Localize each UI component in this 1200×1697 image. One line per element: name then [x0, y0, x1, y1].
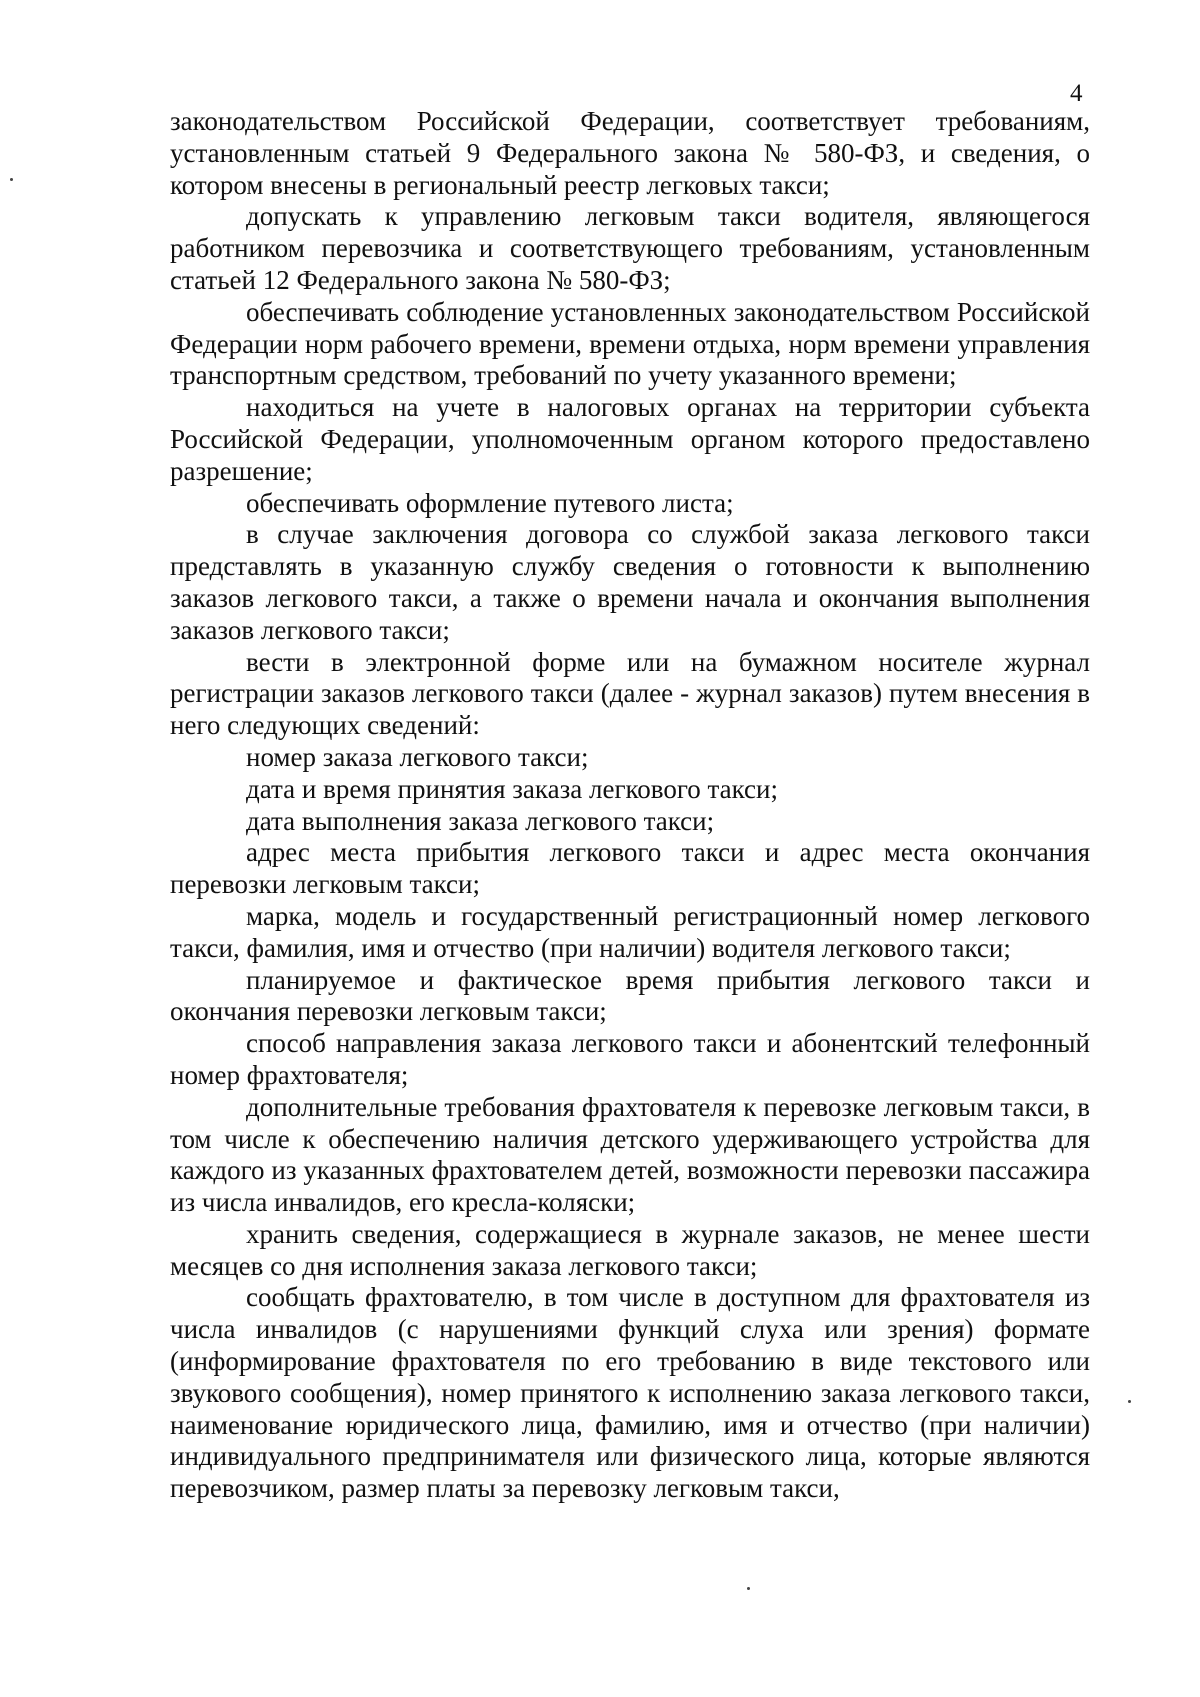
journal-item-acceptance-time: дата и время принятия заказа легкового такси;: [246, 773, 778, 804]
scan-speck: [1128, 1400, 1131, 1403]
scan-speck: [10, 178, 13, 181]
paragraph-tax-registration: находиться на учете в налоговых органах на территории субъекта Российской Федерации, уполномоченным органом которого предоставлено разрешение;: [170, 392, 1090, 486]
journal-item-times: планируемое и фактическое время прибытия легкового такси и окончания перевозки легковым такси;: [170, 964, 1090, 1027]
paragraph-order-journal: вести в электронной форме или на бумажном носителе журнал регистрации заказов легкового такси (далее - журнал заказов) путем внесения в него следующих сведений:: [170, 646, 1090, 741]
journal-item-vehicle-driver: марка, модель и государственный регистрационный номер легкового такси, фамилия, имя и отчество (при наличии) водителя легкового такси;: [170, 900, 1090, 963]
journal-item-additional-requirements: дополнительные требования фрахтователя к перевозке легковым такси, в том числе к обеспечению наличия детского удерживающего устройства для каждого из указанных фрахтователем детей, возможности перевозки пассажира из числа инвалидов, его кресла-коляски;: [170, 1091, 1090, 1218]
paragraph-order-service: в случае заключения договора со службой заказа легкового такси представлять в указанную службу сведения о готовности к выполнению заказов легкового такси, а также о времени начала и окончания выполнения заказов легкового такси;: [170, 519, 1090, 645]
journal-item-order-method: способ направления заказа легкового такси и абонентский телефонный номер фрахтователя;: [170, 1028, 1090, 1090]
paragraph-working-time: обеспечивать соблюдение установленных законодательством Российской Федерации норм рабочего времени, времени отдыха, норм времени управления транспортным средством, требований по учету указанного времени;: [170, 296, 1090, 391]
paragraph-inform-charterer: сообщать фрахтователю, в том числе в доступном для фрахтователя из числа инвалидов (с нарушениями функций слуха или зрения) формате (информирование фрахтователя по его требованию в виде текстового или звукового сообщения), номер принятого к исполнению заказа легкового такси, наименование юридического лица, фамилию, имя и отчество (при наличии) индивидуального предпринимателя или физического лица, которые являются перевозчиком, размер платы за перевозку легковым такси,: [170, 1282, 1090, 1504]
journal-item-order-number: номер заказа легкового такси;: [246, 741, 589, 772]
document-body: [170, 106, 1090, 1505]
paragraph-driver-admission: допускать к управлению легковым такси водителя, являющегося работником перевозчика и соответствующего требованиям, установленным статьей 12 Федерального закона № 580-ФЗ;: [170, 201, 1090, 295]
paragraph-waybill: обеспечивать оформление путевого листа;: [246, 487, 734, 518]
page-number: 4: [1070, 80, 1083, 107]
scan-speck: [747, 1587, 750, 1590]
journal-item-addresses: адрес места прибытия легкового такси и адрес места окончания перевозки легковым такси;: [170, 837, 1090, 900]
paragraph-journal-storage: хранить сведения, содержащиеся в журнале заказов, не менее шести месяцев со дня исполнения заказа легкового такси;: [170, 1218, 1090, 1281]
journal-item-execution-date: дата выполнения заказа легкового такси;: [246, 805, 715, 836]
paragraph-continuation: законодательством Российской Федерации, соответствует требованиям, установленным статьей 9 Федерального закона № 580-ФЗ, и сведения, о котором внесены в региональный реестр легковых такси;: [170, 106, 1090, 200]
